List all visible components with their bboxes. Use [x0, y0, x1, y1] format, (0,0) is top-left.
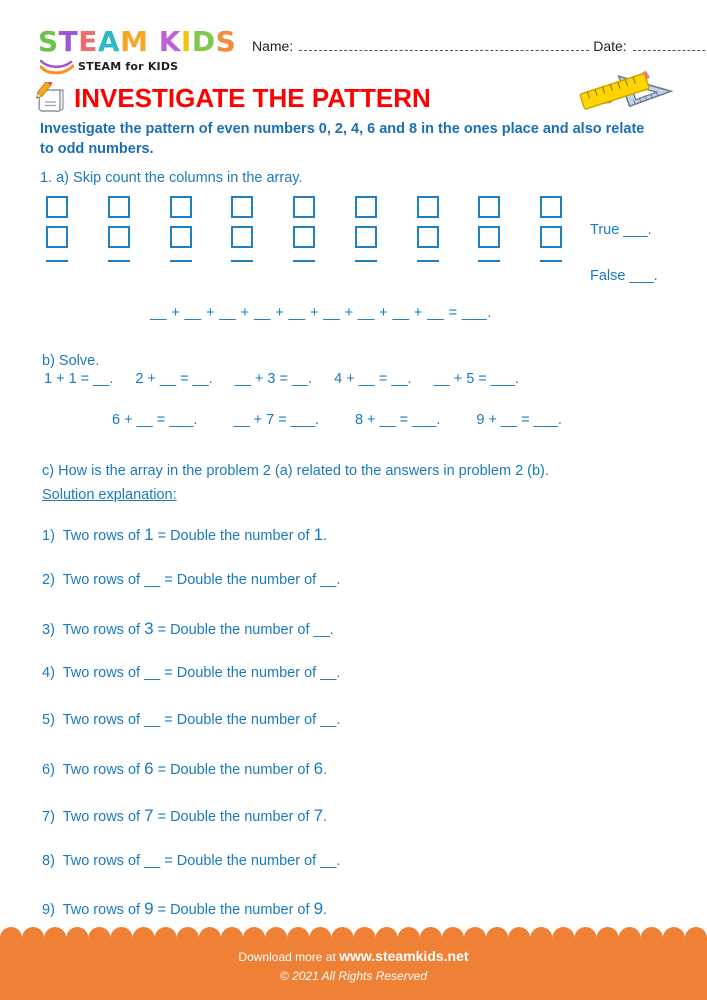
footer-download-prefix: Download more at	[238, 950, 340, 964]
filled-number: 6	[313, 759, 324, 778]
array-cell[interactable]	[231, 226, 253, 248]
array-cell[interactable]	[417, 196, 439, 218]
array-cell[interactable]	[478, 226, 500, 248]
array-cell[interactable]	[478, 196, 500, 218]
array-column-blank[interactable]	[46, 260, 68, 262]
logo-letter	[148, 28, 158, 56]
sum-expression[interactable]: __ + __ + __ + __ + __ + __ + __ + __ + __ = ___.	[150, 305, 492, 321]
array-column-blank[interactable]	[540, 260, 562, 262]
footer-download-line	[0, 948, 707, 964]
logo-letter: D	[191, 25, 216, 58]
date-input-line[interactable]	[633, 50, 707, 51]
array-column-blank[interactable]	[478, 260, 500, 262]
array-cell[interactable]	[293, 196, 315, 218]
filled-number: 7	[313, 805, 324, 825]
skip-count-array	[46, 196, 566, 270]
array-cell[interactable]	[355, 196, 377, 218]
array-cell[interactable]	[108, 196, 130, 218]
array-column-blank[interactable]	[355, 260, 377, 262]
array-column-blank[interactable]	[417, 260, 439, 262]
logo-wordmark	[38, 25, 238, 58]
filled-number: 1	[313, 525, 324, 544]
array-cell[interactable]	[170, 196, 192, 218]
array-cell[interactable]	[170, 226, 192, 248]
array-column-blank[interactable]	[293, 260, 315, 262]
solution-list-item[interactable]: 7) Two rows of 7 = Double the number of 7.	[42, 805, 328, 825]
page-subtitle: Investigate the pattern of even numbers 0, 2, 4, 6 and 8 in the ones place and also relate to odd numbers.	[40, 121, 645, 157]
filled-number: 1	[144, 525, 154, 544]
name-input-line[interactable]	[299, 50, 589, 51]
solution-list-item[interactable]: 2) Two rows of __ = Double the number of __.	[42, 571, 341, 588]
array-cell[interactable]	[355, 226, 377, 248]
solution-list-item[interactable]: 1) Two rows of 1 = Double the number of 1.	[42, 525, 328, 544]
array-cell[interactable]	[46, 226, 68, 248]
footer-site-link[interactable]: www.steamkids.net	[339, 948, 469, 964]
page-footer	[0, 938, 707, 1000]
solution-list-item[interactable]: 8) Two rows of __ = Double the number of __.	[42, 852, 341, 869]
question-1a: 1. a) Skip count the columns in the array.	[40, 170, 303, 186]
scallop-edge	[0, 927, 707, 949]
logo-letter: T	[58, 25, 79, 58]
array-cell[interactable]	[293, 226, 315, 248]
question-1c: c) How is the array in the problem 2 (a) related to the answers in problem 2 (b).	[42, 463, 549, 479]
steam-kids-logo	[38, 25, 238, 76]
name-label: Name:	[252, 38, 294, 54]
name-date-row	[252, 38, 682, 54]
array-cell[interactable]	[231, 196, 253, 218]
equation-item[interactable]: 6 + __ = ___.	[112, 412, 198, 428]
logo-letter: E	[78, 25, 98, 58]
logo-letter: S	[38, 25, 59, 58]
ruler-pencil-triangle-icon	[573, 62, 683, 124]
equation-row-1	[44, 371, 684, 387]
equation-item[interactable]: 9 + __ = ___.	[476, 412, 562, 428]
filled-number: 9	[313, 899, 324, 919]
equation-item[interactable]: 2 + __ = __.	[135, 371, 213, 387]
title-row	[34, 82, 431, 114]
array-answer-blanks-row	[46, 260, 562, 262]
equation-item[interactable]: 1 + 1 = __.	[44, 371, 114, 387]
logo-letter: M	[120, 25, 149, 58]
swoosh-icon	[40, 59, 74, 75]
solution-list-item[interactable]: 6) Two rows of 6 = Double the number of 6.	[42, 759, 328, 778]
notepad-pencil-icon	[34, 82, 68, 114]
equation-item[interactable]: __ + 3 = __.	[234, 371, 313, 387]
logo-tagline: STEAM for KIDS	[78, 60, 179, 73]
date-label: Date:	[593, 38, 627, 54]
filled-number: 3	[144, 618, 154, 638]
array-cell[interactable]	[540, 226, 562, 248]
equation-row-2	[112, 412, 682, 428]
filled-number: 9	[144, 899, 154, 919]
filled-number: 6	[144, 759, 154, 778]
false-answer-blank[interactable]: False ___.	[590, 268, 658, 284]
logo-letter: A	[97, 25, 121, 58]
array-cell[interactable]	[108, 226, 130, 248]
array-cell[interactable]	[540, 196, 562, 218]
logo-letter: K	[158, 25, 181, 58]
array-column-blank[interactable]	[231, 260, 253, 262]
question-1b: b) Solve.	[42, 353, 100, 369]
array-cell[interactable]	[417, 226, 439, 248]
footer-copyright: © 2021 All Rights Reserved	[279, 969, 428, 983]
solution-list-item[interactable]: 3) Two rows of 3 = Double the number of __.	[42, 618, 334, 638]
filled-number: 7	[144, 805, 154, 825]
true-answer-blank[interactable]: True ___.	[590, 222, 652, 238]
equation-item[interactable]: __ + 7 = ___.	[233, 412, 319, 428]
solution-list-item[interactable]: 4) Two rows of __ = Double the number of __.	[42, 665, 341, 682]
page-title: INVESTIGATE THE PATTERN	[74, 82, 431, 113]
array-column-blank[interactable]	[108, 260, 130, 262]
array-cell[interactable]	[46, 196, 68, 218]
equation-item[interactable]: 4 + __ = __.	[334, 371, 412, 387]
array-row-2	[46, 226, 562, 248]
solution-list-item[interactable]: 9) Two rows of 9 = Double the number of 9.	[42, 899, 328, 919]
equation-item[interactable]: 8 + __ = ___.	[354, 412, 441, 428]
array-column-blank[interactable]	[170, 260, 192, 262]
array-row-1	[46, 196, 562, 218]
equation-item[interactable]: __ + 5 = ___.	[433, 371, 520, 387]
logo-letter: S	[215, 25, 237, 58]
solution-list-item[interactable]: 5) Two rows of __ = Double the number of __.	[42, 712, 341, 729]
solution-explanation-label: Solution explanation:	[42, 487, 177, 503]
logo-letter: I	[180, 25, 192, 58]
